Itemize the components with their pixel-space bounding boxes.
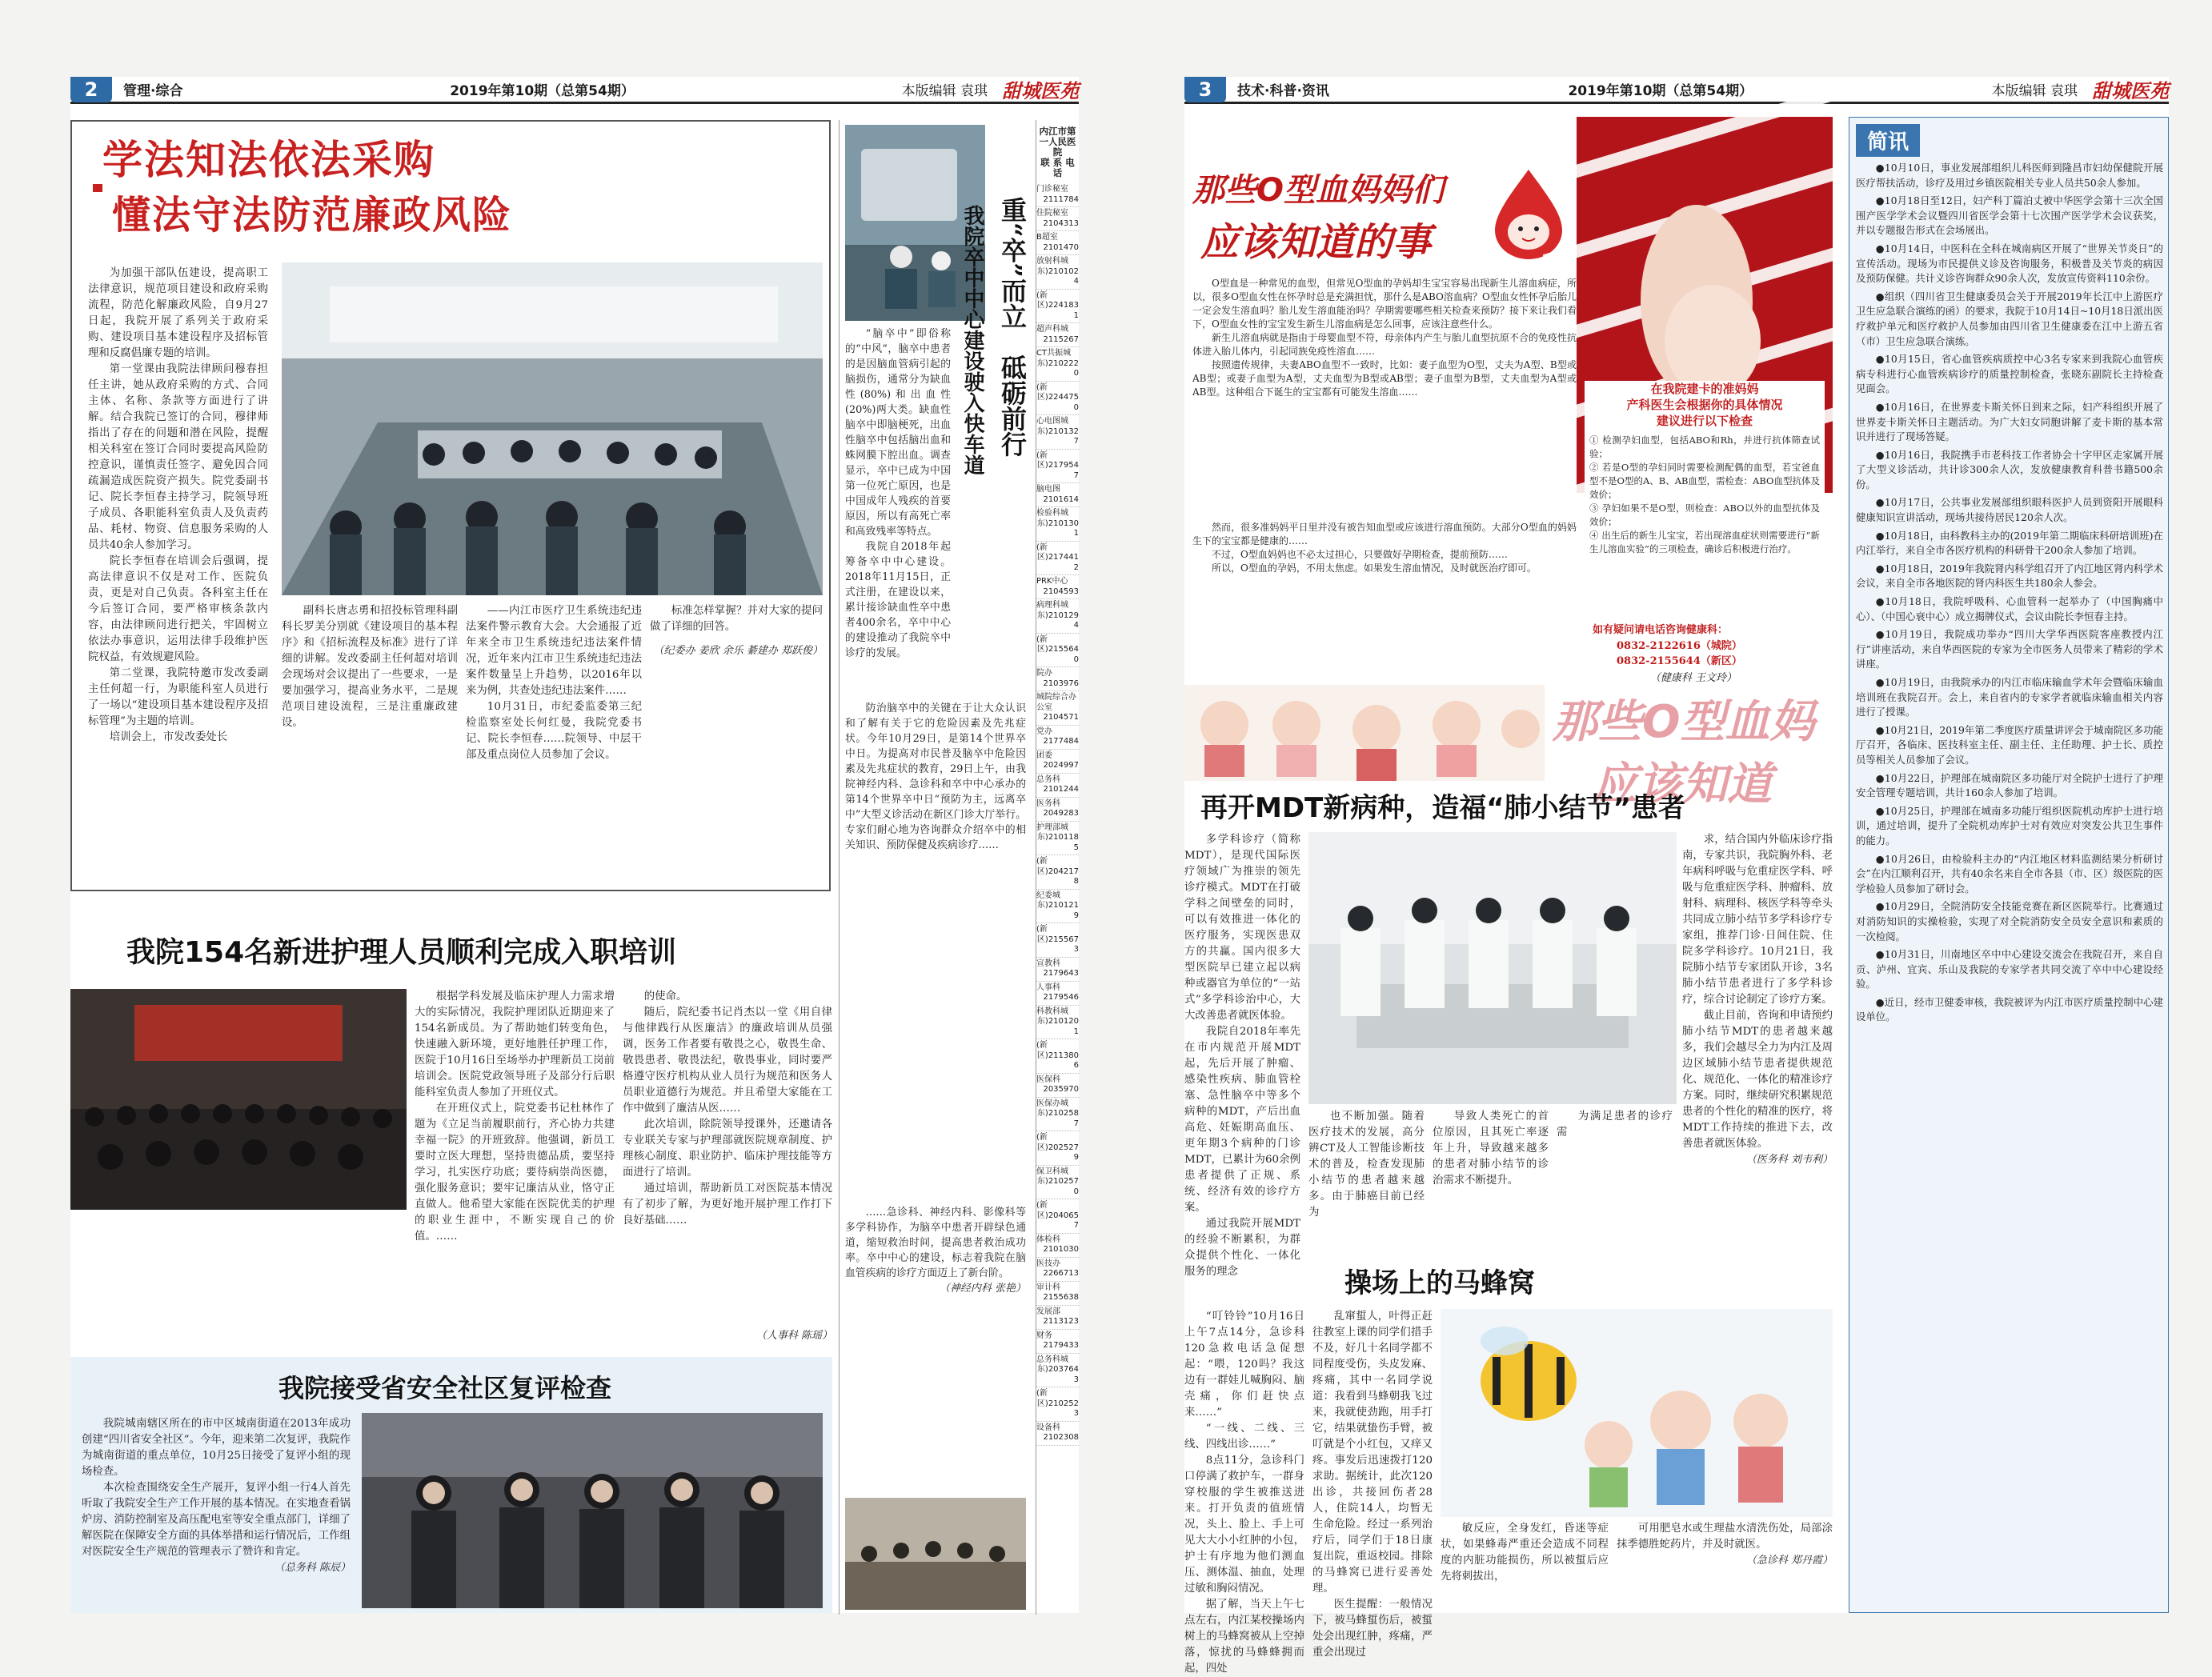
contact-item [1036,1306,1079,1330]
contact-name: 党办 [1036,726,1052,736]
contact-phone: 2266713 [1043,1269,1079,1278]
news-item: ●10月19日，由我院承办的内江市临床输血学术年会暨临床输血培训班在我院召开。会上，来自省内的专家学者就临床输血相关内容进行了授课。 [1856,676,2163,718]
contact-phone: 2102308 [1043,1433,1079,1442]
feature-byline: （健康科 王文玲） [1649,672,1737,684]
contact-item [1036,542,1079,576]
contact-item [1036,890,1079,924]
photo-stroke-clinic [845,1498,1026,1610]
contact-phone: 2049283 [1043,809,1079,818]
contact-item [1036,855,1079,890]
contact-item [1036,1074,1079,1098]
contact-name: 团委 [1036,750,1052,760]
contact-name: (新 [1036,382,1048,392]
section-name: 技术·科普·资讯 [1237,83,1329,99]
article-procurement [70,120,831,891]
feature-title-2: 应该知道的事 [1200,220,1432,265]
news-item: ●10月22日，护理部在城南院区多功能厅对全院护士进行了护理安全管理专题培训，共计160余人参加了培训。 [1856,771,2163,799]
contact-item [1036,599,1079,634]
contact-phone: 区)2040657 [1036,1211,1079,1230]
contact-item [1036,323,1079,347]
contact-item [1036,634,1079,668]
contact-name: 城院综合办公室 [1036,693,1076,712]
contact-item [1036,750,1079,774]
article-title-line-1: 学法知法依法采购 [102,137,435,183]
feature-body: 然而，很多准妈妈平日里并没有被告知血型或应该进行溶血预防。大部分O型血的妈妈生下的宝宝都是健康的…… 不过，O型血妈妈也不必太过担心，只要做好孕期检查，提前预防…… 所以，O型血的孕妈，不用太焦虑。如果发生溶血情况，及时就医治疗即可。 [1192,522,1577,574]
masthead-logo: 甜城医苑 [1001,79,1079,102]
contact-name: (新 [1036,1041,1048,1050]
contact-item [1036,1330,1079,1354]
contact-name: 财务 [1036,1331,1052,1340]
editor-info: 本版编辑 袁琪 [1991,83,2078,99]
mdt-text-col-4: 为满足患者的诊疗需 [1557,1111,1673,1139]
news-item: ●10月29日，全院消防安全技能竞赛在新区医院举行。比赛通过对消防知识的实操检验，实现了对全院消防安全员安全意识和素质的一次检阅。 [1856,900,2163,943]
contact-name: 体检科 [1036,1235,1060,1244]
contact-phone: 东)2101294 [1036,610,1079,630]
contact-phone: 区)2174412 [1036,553,1079,572]
feature-intro: O型血是一种常见的血型，但常见O型血的孕妈却生宝宝容易出现新生儿溶血病症，所以，很多O型血女性在怀孕时总是充满担忧，那什么是ABO溶血病？O型血女性怀孕后胎儿一定会发生溶血吗？胎儿发生溶血能治吗？孕期需要哪些相关检查来预防？接下来让我们看下，O型血女性的宝宝发生新生儿溶血病是怎么回事，应该注意些什么。 新生儿溶血病就是指由于母婴血型不符，母亲体内产生与胎儿血型抗原不合的免疫性抗体进入胎儿体内，引起同族免疫性溶血…… 按照遗传规律，夫妻ABO血型不一致时，比如：妻子血型为O型，丈夫为A型、B型或AB型；或妻子血型为A型，丈夫血型为B型或AB型；妻子血型为B型，丈夫血型为A型或AB型。这种组合下诞生的宝宝都有可能发生溶血…… [1192,278,1577,398]
contact-phone: 东)2101024 [1036,266,1079,286]
contact-name: (新 [1036,290,1048,300]
contact-name: 病理科城 [1036,601,1068,610]
news-briefs [1849,117,2169,1613]
contact-item [1036,958,1079,982]
bee-title: 操场上的马蜂窝 [1344,1267,1535,1299]
news-item: ●10月18日至12日，妇产科丁篇泊丈被中华医学会第十三次全国围产医学学术会议暨四川省医学会第十七次围产医学学术会议获奖，并以专题报告形式在会场展出。 [1856,194,2163,237]
bee-text-col-2: 乱窜蜇人，叶得正赶往教室上课的同学们措手不及，好几十名同学都不同程度受伤，头皮发麻、疼痛，其中一名同学说道：我看到马蜂朝我飞过来，我就使劲跑，用手打它，结果就蛰伤手臂，被叮就是个小红包，又痒又疼。事发后迅速拨打120求助。据统计，此次120出诊，共接回伤者28人，住院14人，均暂无生命危险。经过一系列治疗后，同学们于18日康复出院，重返校园。排除的马蜂窝已进行妥善处理。 医生提醒：一般情况下，被马蜂蜇伤后，被蜇处会出现红肿，疼痛，严重会出现过 [1312,1311,1433,1659]
contact-name: (新 [1036,542,1048,552]
contact-item [1036,507,1079,542]
contact-item [1036,483,1079,507]
contact-name: 脑电图 [1036,485,1060,494]
news-item: ●10月26日，由检验科主办的“内江地区材料监测结果分析研讨会”在内江顺利召开，共有40余名来自全市各县（市、区）级医院的医学检验人员参加了研讨会。 [1856,852,2163,895]
contact-item [1036,667,1079,691]
mdt-text-col-3: 导致人类死亡的首位原因，且其死亡率逐年上升，导致越来越多的患者对肺小结节的诊治需求不断提升。 [1433,1111,1549,1187]
contact-phone: 2177484 [1043,737,1079,746]
safety-byline: （总务科 陈辰） [274,1562,351,1574]
stroke-text-col-2: 防治脑卒中的关键在于让大众认识和了解有关于它的危险因素及先兆症状。今年10月29日，是第14个世界卒中日。为提高对市民普及脑卒中危险因素及先兆症状的教育，29日上午，由我院神经内科、急诊科和卒中中心承办的第14个世界卒中日“预防为主，远离卒中”大型义诊活动在新区门诊大厅举行。专家们耐心地为咨询群众介绍卒中的相关知识、预防保健及疾病诊疗…… [845,702,1026,851]
contact-name: (新 [1036,925,1048,934]
news-item: ●10月15日，省心血管疾病质控中心3名专家来到我院心血管疾病专科进行心血管疾病诊疗的质量控制检查，张晓东副院长主持检查见面会。 [1856,353,2163,395]
feature-repeat-title-2: 应该知道 [1593,758,1772,810]
contact-name: 住院秘室 [1036,209,1068,218]
contact-phone: 2111784 [1043,194,1079,204]
nurse-text-col-0 [70,1216,407,1349]
contact-name: (新 [1036,1133,1048,1142]
section-name: 管理·综合 [123,83,183,99]
contact-item [1036,1234,1079,1258]
photo-mdt-consultation [1308,832,1677,1104]
contact-phone: 2103976 [1043,678,1079,688]
feature-check-list: ① 检测孕妇血型，包括ABO和Rh，并进行抗体筛查试验； ② 若是O型的孕妇同时需要检测配偶的血型，若宝爸血型不是O型的A、B、AB血型，需检查：ABO血型抗体及效价； ③ 孕妇如果不是O型，则检查：ABO以外的血型抗体及效价； ④ 出生后的新生儿宝宝，若出现溶血症状则需要进行“新生儿溶血实验”的三项检查，确诊后积极进行治疗。 [1589,434,1820,554]
contact-phone: 2179546 [1043,993,1079,1002]
safety-text: 我院城南辖区所在的市中区城南街道在2013年成功创建“四川省安全社区”。今年，迎来第二次复评，我院作为城南街道的重点单位，10月25日接受了复评小组的现场检查。 本次检查围绕安全生产展开，复评小组一行4人首先听取了我院安全生产工作开展的基本情况。在实地查看锅炉房、消防控制室及高压配电室等安全重点部门，详细了解医院在保障安全方面的具体举措和运行情况后，工作组对医院安全生产规范的管理表示了赞许和肯定。 （总务科 陈辰） [82,1416,351,1608]
bee-text-col-1: “叮铃铃”10月16日上午7点14分，急诊科120急救电话急促想起：“喂，120吗？我这边有一群娃儿喊胸闷、脑壳痛，你们赶快点来……” “一线、二线、三线、四线出诊……” 8点11分，急诊科门口停满了救护车，一群身穿校服的学生被推送进来。打开负责的值班情况，头上、脸上、手上可见大大小小红肿的小包，护士有序地为他们测血压、测体温、抽血，处理过敏和胸闷情况。 据了解，当天上午七点左右，内江某校操场内树上的马蜂窝被从上空掉落，惊扰的马蜂蜂拥而起，四处 [1184,1311,1304,1675]
contact-phone: 2101244 [1043,785,1079,794]
safety-title: 我院接受省安全社区复评检查 [279,1373,612,1403]
contact-item [1036,1039,1079,1074]
article-text-col-3: ——内江市医疗卫生系统违纪违法案件警示教育大会。大会通报了近年来全市卫生系统违纪违法案件情况，近年来内江市卫生系统违纪违法案件数量呈上升趋势，以2016年以来为例，共查处违纪违法案件…… 10月31日，市纪委监委第三纪检监察室处长何红曼，我院党委书记、院长李恒春……院领导、中层干部及重点岗位人员参加了会议。 [466,605,642,761]
contact-item [1036,1282,1079,1306]
contact-item [1036,1258,1079,1282]
feature-check-box [1585,381,1825,613]
contact-item [1036,255,1079,290]
contact-item [1036,1387,1079,1422]
contact-name: 宣教科 [1036,959,1060,968]
contact-name: 医务科 [1036,798,1060,808]
news-item: ●10月17日，公共事业发展部组织眼科医护人员到资阳开展眼科健康知识宣讲活动，现场共接待居民120余人次。 [1856,496,2163,524]
contact-phone: 东)2102220 [1036,358,1079,378]
contact-phone: 东)2101219 [1036,901,1079,920]
contact-directory [1036,120,1079,1615]
contact-name: B超室 [1036,233,1058,242]
page-3 [1184,77,2169,1675]
stroke-subtitle: 我院卒中中心建设驶入快车道 [960,205,984,475]
editor-info: 本版编辑 袁琪 [901,83,988,99]
contact-name: (新 [1036,1389,1048,1398]
contact-phone: 区)2241831 [1036,301,1079,320]
contact-name: 总务科城 [1036,1355,1068,1364]
news-list [1856,161,2163,1609]
contact-phone: 2104571 [1043,713,1079,722]
contact-name: (新 [1036,450,1048,460]
feature-repeat-title-1: 那些O型血妈 [1553,696,1815,748]
feature-title-1: 那些O型血妈妈们 [1192,172,1445,209]
article-text-col-4: 标准怎样掌握？并对大家的提问做了详细的回答。 （纪委办 姜欣 余乐 綦建办 郑跃俊） [650,603,823,885]
contact-item [1036,183,1079,207]
contact-item [1036,1199,1079,1234]
contact-phone: 东)2037643 [1036,1365,1079,1384]
contact-phone: 2115267 [1043,334,1079,344]
contact-phone: 2179433 [1043,1341,1079,1350]
article-title-line-2: 懂法守法防范廉政风险 [112,193,513,238]
stroke-text-col-1: “脑卒中”即俗称的“中风”，脑卒中患者的是因脑血管病引起的脑损伤，通常分为缺血性(80%)和出血性(20%)两大类。缺血性脑卒中即脑梗死，出血性脑卒中包括脑出血和蛛网膜下腔出血。调查显示，卒中已成为中国第一位死亡原因，也是中国成年人残疾的首要原因，所以有高死亡率和高致残率等特点。 我院自2018年起筹备卒中中心建设。2018年11月15日，正式注册，在建设以来，累计接诊缺血性卒中患者400余名，卒中中心的建设推动了我院卒中诊疗的发展。 [845,328,951,659]
contact-list [1036,183,1079,1446]
page-header [1184,77,2169,104]
contact-name: 设备科 [1036,1423,1060,1432]
contact-item [1036,774,1079,798]
photo-safety-inspection [362,1413,823,1608]
contact-item [1036,1131,1079,1166]
contact-name: 检验科城 [1036,509,1068,518]
article-byline: （纪委办 姜欣 余乐 綦建办 郑跃俊） [653,645,823,657]
page-header [70,77,1079,104]
contact-phone: 2155638 [1043,1293,1079,1302]
bee-text-col-4: 可用肥皂水或生理盐水清洗伤处，局部涂抹季德胜蛇药片，并及时就医。 （急诊科 郑丹霞） [1617,1521,1833,1609]
contact-item [1036,575,1079,599]
contact-phone: 2104593 [1043,586,1079,596]
bee-byline: （急诊科 郑丹霞） [1745,1555,1833,1567]
mdt-byline: （医务科 刘韦利） [1745,1154,1833,1166]
contact-item [1036,415,1079,450]
contact-item [1036,798,1079,822]
contact-name: 门诊秘室 [1036,185,1068,194]
news-item: ●10月18日，我院呼吸科、心血管科一起举办了（中国胸痛中心）、（中国心衰中心）成立揭牌仪式，会议由院长李恒春主持。 [1856,595,2163,622]
contact-item [1036,1354,1079,1388]
nurse-article-title: 我院154名新进护理人员顺利完成入职培训 [126,936,677,969]
masthead-logo: 甜城医苑 [2092,79,2169,102]
contact-name: 审计科 [1036,1283,1060,1292]
contact-phone: 2101030 [1043,1245,1079,1254]
article-text-col-1: 为加强干部队伍建设，提高职工法律意识，规范项目建设和政府采购流程，防范化解廉政风险，自9月27日起，我院开展了系列关于政府采购、建设项目基本建设程序及招标管理和反腐倡廉专题的培训。 第一堂课由我院法律顾问穆春担任主讲，她从政府采购的方式、合同主体、名称、条款等方面进行了讲解。结合我院已签订的合同，穆律师指出了存在的问题和潜在风险，提醒相关科室在签订合同时要提高风险防控意识，谨慎责任签字、避免因合同疏漏造成医院资产损失。院党委副书记、院长李恒春主持学习，院领导班子成员、各职能科室负责人及负责药品、耗材、物资、信息服务采购的人员共40余人参加学习。 院长李恒春在培训会后强调，提高法律意识不仅是对工作、医院负责，更是对自己负责。各科室主任在今后签订合同，要严格审核条款内容，由法律顾问进行把关，牢固树立依法办事意识，运用法律手段维护医院权益，有效规避风险。 第二堂课，我院特邀市发改委副主任何超一行，为职能科室人员进行了一场以“建设项目基本建设程序及招标管理”为主题的培训。 培训会上，市发改委处长 [88,267,268,743]
contact-phone: 区)2155640 [1036,645,1079,664]
contact-item [1036,1098,1079,1132]
contact-phone: 东)2101201 [1036,1017,1079,1036]
feature-tel: 0832-2122616（城院） 0832-2155644（新区） [1617,640,1742,667]
news-item: ●10月14日，中医科在全科在城南病区开展了“世界关节炎日”的宣传活动。现场为市民提供义诊及咨询服务，积极普及关节炎的病因及预防保健。共计义诊咨询群众90余人次，发放宣传资料110余份。 [1856,242,2163,285]
contact-name: CT共振城 [1036,349,1072,358]
contact-phone: 东)2101327 [1036,426,1079,446]
news-item: ●10月25日，护理部在城南多功能厅组织医院机动库护士进行培训，通过培训，提升了全院机动库护士对有效应对突发公共卫生事件的能力。 [1856,804,2163,847]
contact-name: 护理部城 [1036,822,1068,832]
contact-title: 内江市第一人民医院 [1039,126,1076,158]
mdt-title: 再开MDT新病种，造福“肺小结节”患者 [1200,792,1685,824]
contact-name: PRK中心 [1036,577,1068,586]
stroke-text-col-3: ……急诊科、神经内科、影像科等多学科协作，为脑卒中患者开辟绿色通道，缩短救治时间，提高患者救治成功率。卒中中心的建设，标志着我院在脑血管疾病的诊疗方面迈上了新台阶。 （神经内科 张艳） [845,1207,1026,1295]
contact-phone: 2179643 [1043,969,1079,978]
contact-item [1036,231,1079,255]
stroke-title: 重“卒”而立 砥砺前行 [997,197,1028,457]
news-item: ●10月16日，我院携手市老科技工作者协会十字甲区走家属开展了大型义诊活动，共计诊300余人次，发放健康教育科普书籍500余份。 [1856,448,2163,490]
news-briefs-title: 简讯 [1856,124,1920,157]
contact-phone: 东)2101301 [1036,518,1079,538]
issue-info: 2019年第10期（总第54期） [450,83,635,99]
contact-name: 医保办城 [1036,1099,1068,1108]
contact-item [1036,1006,1079,1040]
feature-tel-label: 如有疑问请电话咨询健康科： [1593,624,1729,636]
contact-phone: 2113123 [1043,1317,1079,1326]
news-item: ●10月18日，由科教科主办的(2019年第二期临床科研培训班)在内江举行，来自全市各医疗机构的科研骨干200余人参加了培训。 [1856,529,2163,557]
contact-phone: 东)2102587 [1036,1109,1079,1128]
news-item: ●组织（四川省卫生健康委员会关于开展2019年长江中上游医疗卫生应急联合演练的函）的要求，我院于10月14日~10月18日派出医疗救护单元和医疗救护人员参加由四川省卫生健康委在江中上游五省（市）卫生应急联合演练。 [1856,290,2163,347]
stroke-byline: （神经内科 张艳） [939,1283,1026,1295]
contact-item [1036,382,1079,416]
contact-phone: 区)2042178 [1036,867,1079,886]
contact-name: 超声科城 [1036,325,1068,334]
mdt-text-col-5: 求，结合国内外临床诊疗指南，专家共识，我院胸外科、老年病科呼吸与危重症医学科、呼吸与危重症医学科、肿瘤科、放射科、病理科、核医学科等牵头共同成立肺小结节多学科诊疗专家组，推荐门诊·日间住院、住院多学科诊疗。10月21日，我院肺小结节专家团队开诊，3名肺小结节患者进行了多学科诊疗，综合讨论制定了诊疗方案。 截止目前，咨询和申请预约肺小结节MDT的患者越来越多，我们会越尽全力为内江及周边区域肺小结节患者提供规范化、规范化、一体化的精准诊疗方案。同时，继续研究积累规范患者的个性化的精准的医疗，将MDT工作持续的推进下去，改善患者就医体验。 （医务科 刘韦利） [1682,832,1833,1248]
bee-cartoon [1441,1309,1833,1517]
contact-phone: 东)2102570 [1036,1177,1079,1196]
issue-info: 2019年第10期（总第54期） [1568,83,1753,99]
contact-name: 心电图城 [1036,417,1068,426]
contact-name: 发展部 [1036,1307,1060,1316]
article-text-col-2: 副科长唐志勇和招投标管理科副科长罗美分别就《建设项目的基本程序》和《招标流程及标准》进行了详细的讲解。发改委副主任何超对培训会现场对会议提出了一些要求，一是要加强学习，提高业务水平，二是规范项目建设流程，三是注重廉政建设。 [282,605,458,729]
nurse-text-col-1: 根据学科发展及临床护理人力需求增大的实际情况，我院护理团队近期迎来了154名新成员。为了帮助她们转变角色，快速融入新环境，更好地胜任护理工作，医院于10月16日至场举办护理新员工岗前培训会。医院党政领导班子及部分行后职能科室负责人参加了开班仪式。 在开班仪式上，院党委书记杜林作了题为《立足当前履职前行，齐心协力共建幸福一院》的开班致辞。他强调，新员工要时立医大理想，坚持贵德品质，要坚持学习，扎实医疗功底；要待病崇尚医德，强化服务意识；要牢记廉洁从业，恪守正直做人。他希望大家能在医院优美的护理的职业生涯中，不断实现自己的价值。…… [415,991,615,1243]
contact-phone: 区)2113806 [1036,1051,1079,1070]
photo-training-meeting [282,262,823,595]
contact-name: (新 [1036,634,1048,644]
contact-name: (新 [1036,857,1048,866]
mdt-text-col-2: 也不断加强。随着医疗技术的发展，高分辨CT及人工智能诊断技术的普及，检查发现肺小结节的患者越来越多。由于肺癌目前已经为 [1308,1111,1425,1219]
contact-phone: 区)2179547 [1036,461,1079,480]
contact-phone: 区)2025279 [1036,1143,1079,1162]
article-safety [70,1357,832,1613]
news-item: ●近日，经市卫健委审核，我院被评为内江市医疗质量控制中心建设单位。 [1856,995,2163,1023]
contact-phone: 区)2102523 [1036,1399,1079,1418]
contact-name: 总务科 [1036,774,1060,784]
page-2 [70,77,1079,1613]
contact-item [1036,822,1079,856]
news-item: ●10月18日，2019年我院肾内科学组召开了内江地区肾内科学术会议，来自全市各地医院的肾内科医生共180余人参会。 [1856,562,2163,590]
contact-phone: 2101470 [1043,242,1079,252]
contact-subtitle: 联 系 电 话 [1040,157,1075,178]
contact-phone: 2024997 [1043,761,1079,770]
cartoon-strip [1184,685,1545,781]
contact-item [1036,691,1079,726]
nurse-text-col-2: 的使命。 随后，院纪委书记肖杰以一堂《用自律与他律践行从医廉洁》的廉政培训从员强调，医务工作者要有敬畏之心，敬畏生命、敬畏患者、敬畏法纪，敬畏事业，同时要严格遵守医疗机构从业人员行为规范和医务人员职业道德行为规范。并且希望大家能在工作中做到了廉洁从医…… 此次培训，除院领导授课外，还邀请各专业联关专家与护理部就医院规章制度、护理核心制度、职业防护、临床护理技能等方面进行了培训。 通过培训，帮助新员工对医院基本情况有了初步了解，为更好地开展护理工作打下良好基础…… [623,991,832,1227]
page-number: 3 [1184,77,1226,102]
news-item: ●10月16日，在世界麦卡斯关怀日到来之际，妇产科组织开展了世界麦卡斯关怀日主题活动。为广大妇女同胞讲解了麦卡斯的基本常识并进行了现场答疑。 [1856,400,2163,443]
photo-nurse-training [70,989,407,1210]
contact-name: 医技办 [1036,1259,1060,1268]
contact-phone: 2035970 [1043,1085,1079,1094]
contact-phone: 2101614 [1043,494,1079,504]
contact-name: (新 [1036,1201,1048,1210]
news-item: ●10月31日，川南地区卒中中心建设交流会在我院召开，来自自贡、泸州、宜宾、乐山及我院的专家学者共同交流了卒中中心建设经验。 [1856,948,2163,991]
page-number: 2 [70,77,112,102]
contact-item [1036,923,1079,958]
contact-name: 医保科 [1036,1075,1060,1084]
contact-item [1036,207,1079,231]
contact-item [1036,1422,1079,1446]
contact-item [1036,347,1079,382]
nurse-byline: （人事科 陈瑶） [755,1330,832,1342]
news-item: ●10月21日，2019年第二季度医疗质量讲评会于城南院区多功能厅召开，各临床、医技科室主任、副主任、主任助理、护士长、质控员等相关人员参加了会议。 [1856,723,2163,766]
contact-name: 放射科城 [1036,257,1068,266]
contact-item [1036,290,1079,324]
contact-item [1036,450,1079,484]
contact-name: 纪委城 [1036,891,1060,900]
contact-phone: 东)2101185 [1036,833,1079,852]
news-item: ●10月19日，我院成功举办“四川大学华西医院客座教授内江行”讲座活动，来自华西医院的专家为全市医务人员带来了精彩的学术讲座。 [1856,628,2163,670]
contact-name: 保卫科城 [1036,1167,1068,1176]
title-accent-bar [93,184,102,192]
feature-check-heading: 在我院建卡的准妈妈 产科医生会根据你的具体情况 建议进行以下检查 [1626,382,1783,428]
contact-phone: 区)2155673 [1036,935,1079,954]
contact-phone: 2104313 [1043,218,1079,228]
contact-phone: 区)2244750 [1036,393,1079,412]
contact-item [1036,982,1079,1006]
contact-item [1036,1166,1079,1200]
contact-name: 院办 [1036,669,1052,678]
news-item: ●10月10日，事业发展部组织儿科医师到隆昌市妇幼保健院开展医疗帮扶活动，诊疗及用过乡镇医院相关专业人员共50余人参加。 [1856,162,2163,189]
contact-item [1036,726,1079,750]
contact-name: 科教科城 [1036,1007,1068,1016]
mdt-text-col-1: 多学科诊疗（简称MDT），是现代国际医疗领域广为推崇的领先诊疗模式。MDT在打破学科之间壁垒的同时，可以有效推进一体化的医疗服务，实现医患双方的共赢。国内很多大型医院早已建立起以病种或器官为单位的“一站式”多学科诊治中心，大大改善患者就医体验。 我院自2018年率先在市内规范开展MDT起，先后开展了肿瘤、感染性疾病、肺血管栓塞、急性脑卒中等多个病种的MDT，产后出血高危、妊娠期高血压、更年期3个病种的门诊MDT，已累计为60余例患者提供了正规、系统、经济有效的诊疗方案。 通过我院开展MDT的经验不断累积，为群众提供个性化、一体化服务的理念 [1184,834,1300,1278]
bee-text-col-3: 敏反应，全身发红，昏迷等症状，如果蜂毒严重还会造成不同程度的内脏功能损伤，所以被蜇后应先将刺拔出， [1441,1523,1609,1583]
contact-name: 人事科 [1036,983,1060,992]
